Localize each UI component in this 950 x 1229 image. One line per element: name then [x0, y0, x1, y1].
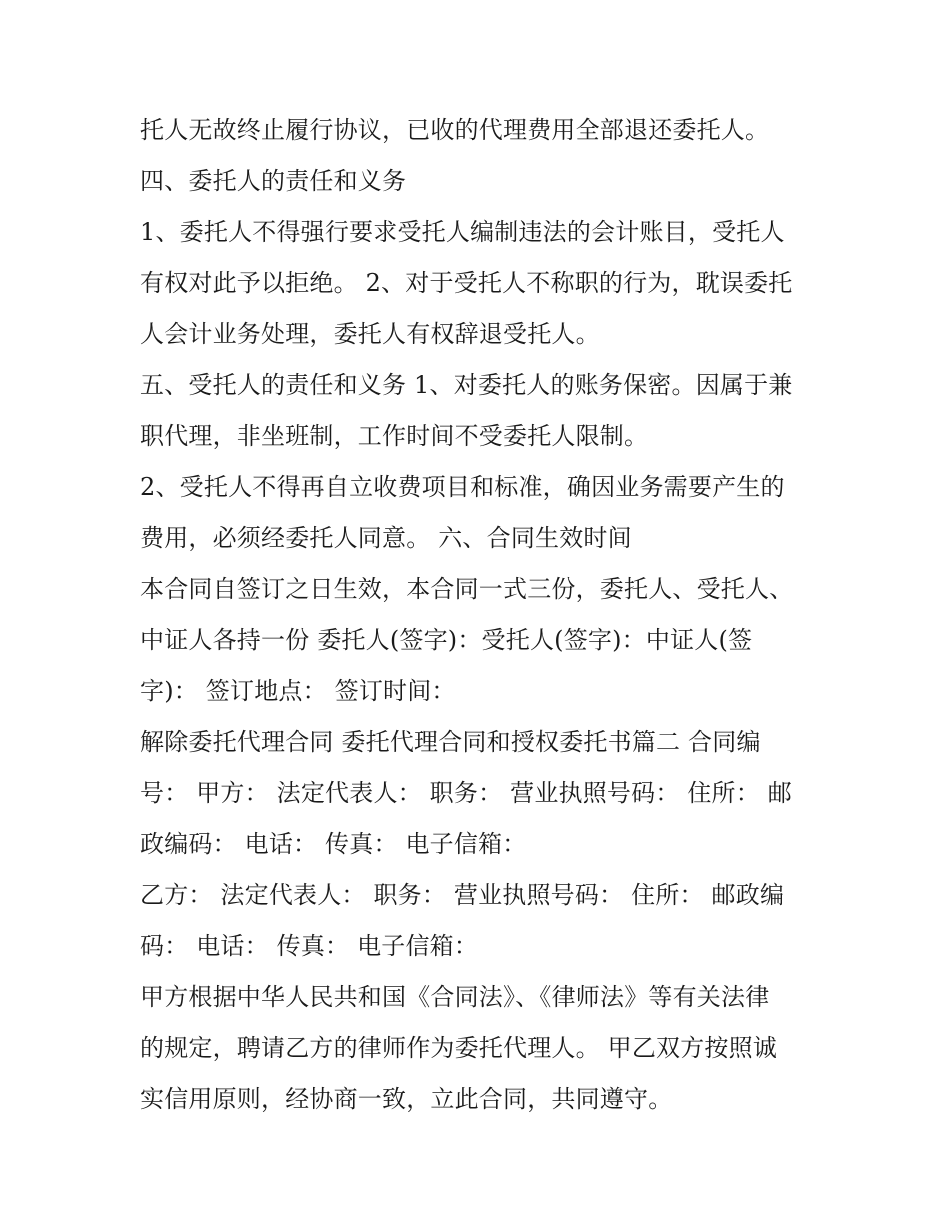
text-line: 有权对此予以拒绝。 2、对于受托人不称职的行为，耽误委托: [140, 269, 793, 297]
text-line: 解除委托代理合同 委托代理合同和授权委托书篇二 合同编: [140, 728, 761, 756]
text-line: 1、委托人不得强行要求受托人编制违法的会计账目，受托人: [140, 218, 785, 246]
text-line: 职代理，非坐班制，工作时间不受委托人限制。: [140, 422, 649, 450]
text-line: 2、受托人不得再自立收费项目和标准，确因业务需要产生的: [140, 473, 785, 501]
text-line: 人会计业务处理，委托人有权辞退受托人。: [140, 320, 600, 348]
text-line: 费用，必须经委托人同意。 六、合同生效时间: [140, 524, 632, 552]
text-line: 甲方根据中华人民共和国《合同法》、《律师法》等有关法律: [140, 983, 770, 1011]
text-line: 号： 甲方： 法定代表人： 职务： 营业执照号码： 住所： 邮: [140, 779, 792, 807]
text-line: 本合同自签订之日生效，本合同一式三份，委托人、受托人、: [140, 575, 794, 603]
text-line: 中证人各持一份 委托人(签字)：受托人(签字)：中证人(签: [140, 626, 753, 654]
text-line: 的规定，聘请乙方的律师作为委托代理人。 甲乙双方按照诚: [140, 1034, 778, 1062]
section-heading: 四、委托人的责任和义务: [140, 167, 407, 195]
text-line: 码： 电话： 传真： 电子信箱：: [140, 932, 479, 960]
text-line: 五、受托人的责任和义务 1、对委托人的账务保密。因属于兼: [140, 371, 793, 399]
text-line: 托人无故终止履行协议，已收的代理费用全部退还委托人。: [140, 116, 770, 144]
text-line: 乙方： 法定代表人： 职务： 营业执照号码： 住所： 邮政编: [140, 881, 785, 909]
text-line: 字)： 签订地点： 签订时间：: [140, 677, 456, 705]
text-line: 实信用原则，经协商一致，立此合同，共同遵守。: [140, 1085, 673, 1113]
text-line: 政编码： 电话： 传真： 电子信箱：: [140, 830, 527, 858]
